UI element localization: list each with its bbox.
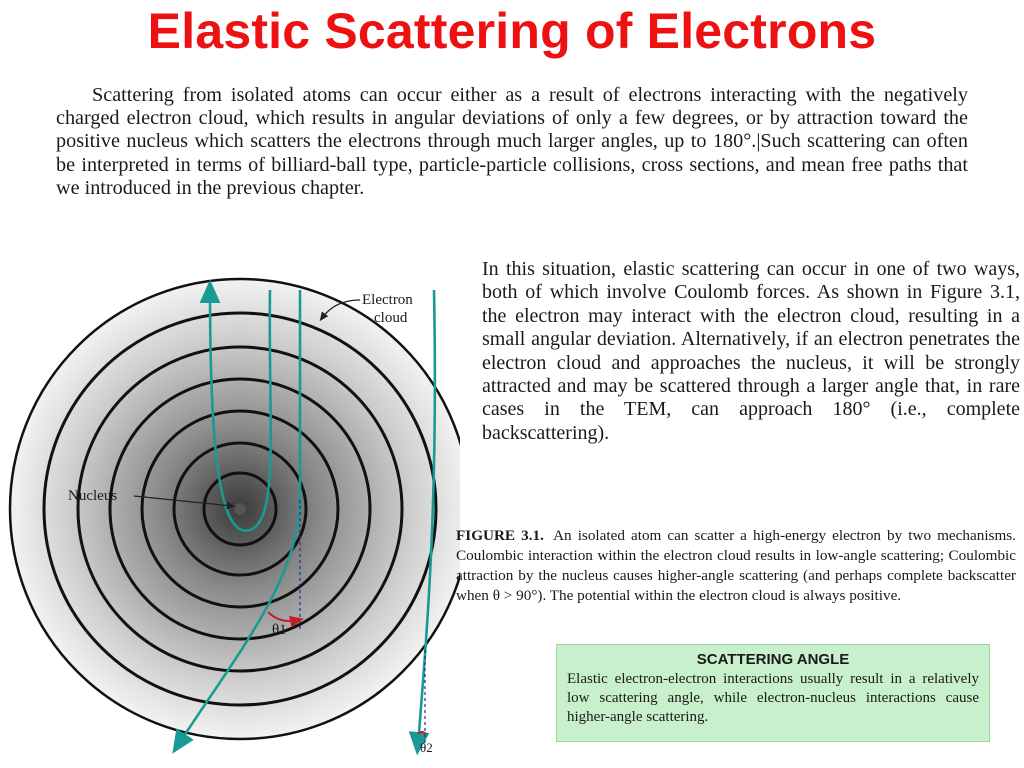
atom-scattering-diagram bbox=[0, 250, 460, 760]
electron-cloud-label-1: Electron bbox=[362, 292, 413, 308]
situation-paragraph: In this situation, elastic scattering can occur in one of two ways, both of which involve Coulomb forces. As shown in Figure 3.1, the electron may interact with the electron cloud, resulting in a small angular deviation. Alternatively, if an electron penetrates the electron cloud and approaches the nucleus, it will be strongly attracted and may be scattered through a larger angle that, in rare cases in the TEM, can approach 180° (i.e., complete backscattering). bbox=[482, 258, 1020, 444]
page-title: Elastic Scattering of Electrons bbox=[147, 3, 877, 59]
nucleus bbox=[234, 503, 246, 515]
scattering-angle-callout bbox=[556, 644, 990, 742]
theta2-label: θ2 bbox=[420, 740, 433, 755]
nucleus-label: Nucleus bbox=[68, 488, 118, 504]
callout-heading: SCATTERING ANGLE bbox=[696, 651, 850, 668]
callout-text: Elastic electron-electron interactions usually result in a relatively low scattering angle, while electron-nucleus interactions cause higher-angle scattering. bbox=[567, 671, 979, 725]
figure-caption bbox=[456, 526, 1016, 606]
electron-cloud-label-2: cloud bbox=[374, 310, 408, 326]
intro-paragraph: Scattering from isolated atoms can occur either as a result of electrons interacting with the negatively charged electron cloud, which results in angular deviations of only a few degrees, or by attraction toward the positive nucleus which scatters the electrons through much larger angles, up to 180°.|Such scattering can often be interpreted in terms of billiard-ball type, particle-particle collisions, cross sections, and mean free paths that we introduced in the previous chapter. bbox=[56, 84, 968, 199]
figure-caption-label: FIGURE 3.1. bbox=[456, 527, 544, 544]
theta1-label: θ1 bbox=[272, 622, 287, 638]
theta2-arc bbox=[418, 732, 426, 734]
figure-caption-text: An isolated atom can scatter a high-energy electron by two mechanisms. Coulombic interaction within the electron cloud results in low-angle scattering; Coulombic attraction by the nucleus causes higher-angle scattering (and perhaps complete backscatter when θ > 90°). The potential within the electron cloud is always positive. bbox=[456, 527, 1016, 604]
